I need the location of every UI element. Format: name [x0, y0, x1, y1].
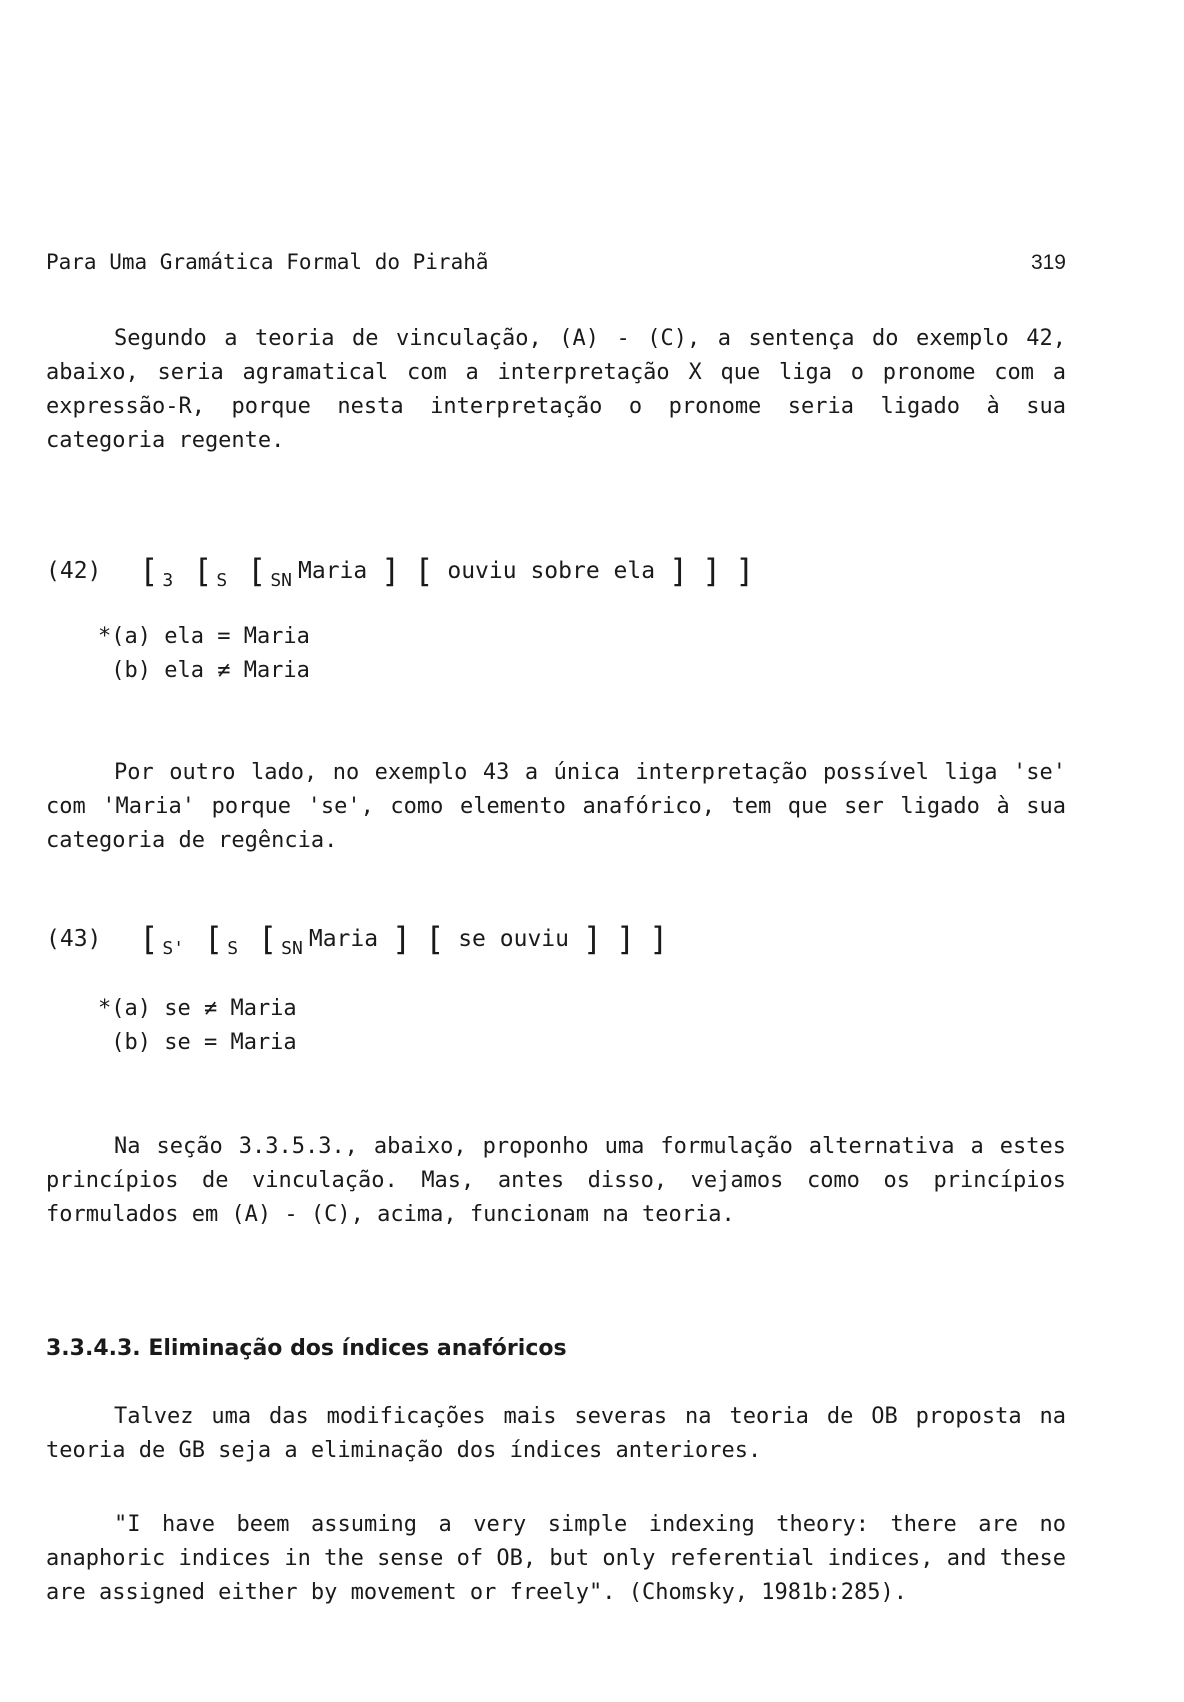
example-43-interpretations: [98, 992, 297, 1060]
interpretation-a: *(a) se ≠ Maria: [98, 996, 297, 1021]
bracket-label: S': [162, 938, 185, 959]
example-vp: se ouviu: [458, 926, 569, 952]
example-43: (43) [ $_{S'}$ [ $_S$ [ $_{SN}$ Maria ] [ se ouviu ] ] ]: [46, 920, 669, 959]
example-word: Maria: [308, 926, 379, 952]
example-word: Maria: [298, 558, 368, 584]
bracket-label: S: [227, 938, 239, 959]
running-title: Para Uma Gramática Formal do Pirahã: [46, 250, 489, 274]
paragraph-1: Segundo a teoria de vinculação, (A) - (C), a sentença do exemplo 42, abaixo, seria agramatical com a interpretação X que liga o pronome com a expressão-R, porque nesta interpretação o pronome seria ligado à sua categoria regente.: [46, 326, 1066, 453]
example-number: (43): [46, 926, 102, 952]
interpretation-b: (b) ela ≠ Maria: [98, 658, 310, 683]
bracket-label: SN: [281, 938, 303, 959]
bracket-label: SN: [270, 570, 292, 591]
paragraph-4: Talvez uma das modificações mais severas na teoria de OB proposta na teoria de GB seja a eliminação dos índices anteriores.: [46, 1404, 1066, 1463]
interpretation-b: (b) se = Maria: [98, 1030, 297, 1055]
page-header: [46, 250, 1066, 275]
example-42: (42) [ $_3$ [ $_S$ [ $_{SN}$ Maria ] [ ouviu sobre ela ] ] ]: [46, 552, 755, 591]
page-number: 319: [1030, 251, 1066, 274]
paragraph-3: Na seção 3.3.5.3., abaixo, proponho uma formulação alternativa a estes princípios de vinculação. Mas, antes disso, vejamos como os princípios formulados em (A) - (C), acima, funcionam na teoria.: [46, 1134, 1066, 1227]
bracket-label: S: [216, 570, 228, 591]
interpretation-a: *(a) ela = Maria: [98, 624, 310, 649]
example-vp: ouviu sobre ela: [447, 558, 656, 584]
bracket-label: 3: [162, 570, 174, 591]
section-heading: 3.3.4.3. Eliminação dos índices anafóricos: [46, 1336, 567, 1361]
quotation: "I have beem assuming a very simple indexing theory: there are no anaphoric indices in the sense of OB, but only referential indices, and these are assigned either by movement or freely". (Chomsky, 1981b:285).: [46, 1512, 1066, 1605]
example-number: (42): [46, 558, 102, 584]
example-42-interpretations: [98, 620, 310, 688]
paragraph-2: Por outro lado, no exemplo 43 a única interpretação possível liga 'se' com 'Maria' porque 'se', como elemento anafórico, tem que ser ligado à sua categoria de regência.: [46, 760, 1066, 853]
